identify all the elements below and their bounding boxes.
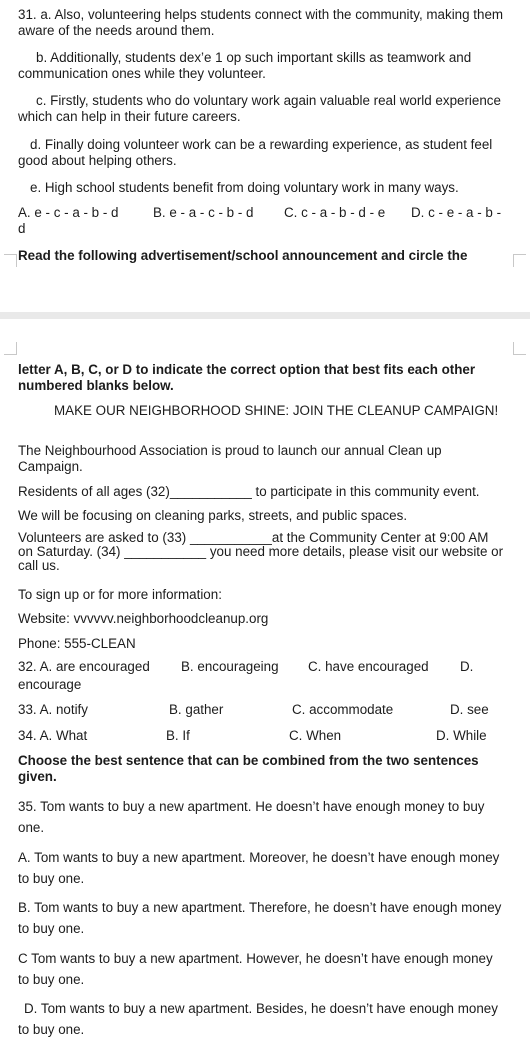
ad-signup: To sign up or for more information: [18,587,222,602]
q31-sentence-a: 31. a. Also, volunteering helps students connect with the community, making them aware of the needs around them. [18,7,504,38]
ad-paragraph-32: Residents of all ages (32)___________ to participate in this community event. [18,484,480,499]
q35-option-d[interactable]: D. Tom wants to buy a new apartment. Besides, he doesn’t have enough money to buy one. [18,1001,498,1037]
q31-sentence-e: e. High school students benefit from doing voluntary work in many ways. [30,180,459,195]
ad-website: Website: vvvvvv.neighborhoodcleanup.org [18,611,269,626]
q31-option-b[interactable]: B. e - a - c - b - d [153,205,254,220]
ad-paragraph-focus: We will be focusing on cleaning parks, streets, and public spaces. [18,508,408,523]
q34-option-c[interactable]: C. When [289,728,342,743]
q33-option-d[interactable]: D. see [450,702,489,717]
ad-paragraph-intro: The Neighbourhood Association is proud to launch our annual Clean up Campaign. [18,443,442,474]
instruction-part-2: letter A, B, C, or D to indicate the correct option that best fits each other numbered blanks below. [18,362,476,393]
q33-option-c[interactable]: C. accommodate [292,702,394,717]
q31-option-d-wrap: d [18,221,26,236]
q31-options [18,205,508,221]
page-corner-mark [513,342,526,355]
q31-option-c[interactable]: C. c - a - b - d - e [284,205,386,220]
q33-option-b[interactable]: B. gather [169,702,224,717]
page-2 [0,319,530,1039]
q35-option-c[interactable]: C Tom wants to buy a new apartment. However, he doesn’t have enough money to buy one. [18,951,493,987]
q32-options [18,659,508,675]
q34-option-d[interactable]: D. While [436,728,487,743]
q31-sentence-c: c. Firstly, students who do voluntary work again valuable real world experience which can help in their future careers. [18,93,501,124]
q31-sentence-b: b. Additionally, students dex’e 1 op such important skills as teamwork and communication ones while they volunteer. [18,50,472,81]
q31-option-a[interactable]: A. e - c - a - b - d [18,205,119,220]
q32-option-b[interactable]: B. encourageing [181,659,279,674]
page-1 [0,0,530,312]
ad-title: MAKE OUR NEIGHBORHOOD SHINE: JOIN THE CLEANUP CAMPAIGN! [54,403,499,418]
q33-option-a[interactable]: 33. A. notify [18,702,88,717]
q32-option-d[interactable]: D. [460,659,474,674]
q31-option-d[interactable]: D. c - e - a - b - [411,205,502,220]
q34-option-a[interactable]: 34. A. What [18,728,88,743]
q32-option-a[interactable]: 32. A. are encouraged [18,659,150,674]
page-separator [0,312,530,319]
q34-option-b[interactable]: B. If [166,728,190,743]
q35-stem: 35. Tom wants to buy a new apartment. He doesn’t have enough money to buy one. [18,799,485,835]
ad-paragraph-33-34: Volunteers are asked to (33) ___________at the Community Center at 9:00 AM on Saturday. (34) ___________ you need more details, please visit our website or call us. [18,530,504,573]
page-corner-mark [4,342,17,355]
q32-option-c[interactable]: C. have encouraged [308,659,429,674]
q33-options [18,702,508,718]
q31-sentence-d: d. Finally doing volunteer work can be a rewarding experience, as student feel good about helping others. [18,137,493,168]
q35-option-b[interactable]: B. Tom wants to buy a new apartment. Therefore, he doesn’t have enough money to buy one. [18,900,502,936]
page-corner-mark [513,254,526,267]
page-corner-mark [4,254,17,267]
q32-option-d-wrap: encourage [18,677,82,692]
q35-option-a[interactable]: A. Tom wants to buy a new apartment. Moreover, he doesn’t have enough money to buy one. [18,850,500,886]
q34-options [18,728,508,744]
section-heading: Choose the best sentence that can be combined from the two sentences given. [18,753,479,784]
instruction-part-1: Read the following advertisement/school announcement and circle the [18,248,468,263]
ad-phone: Phone: 555-CLEAN [18,636,136,651]
